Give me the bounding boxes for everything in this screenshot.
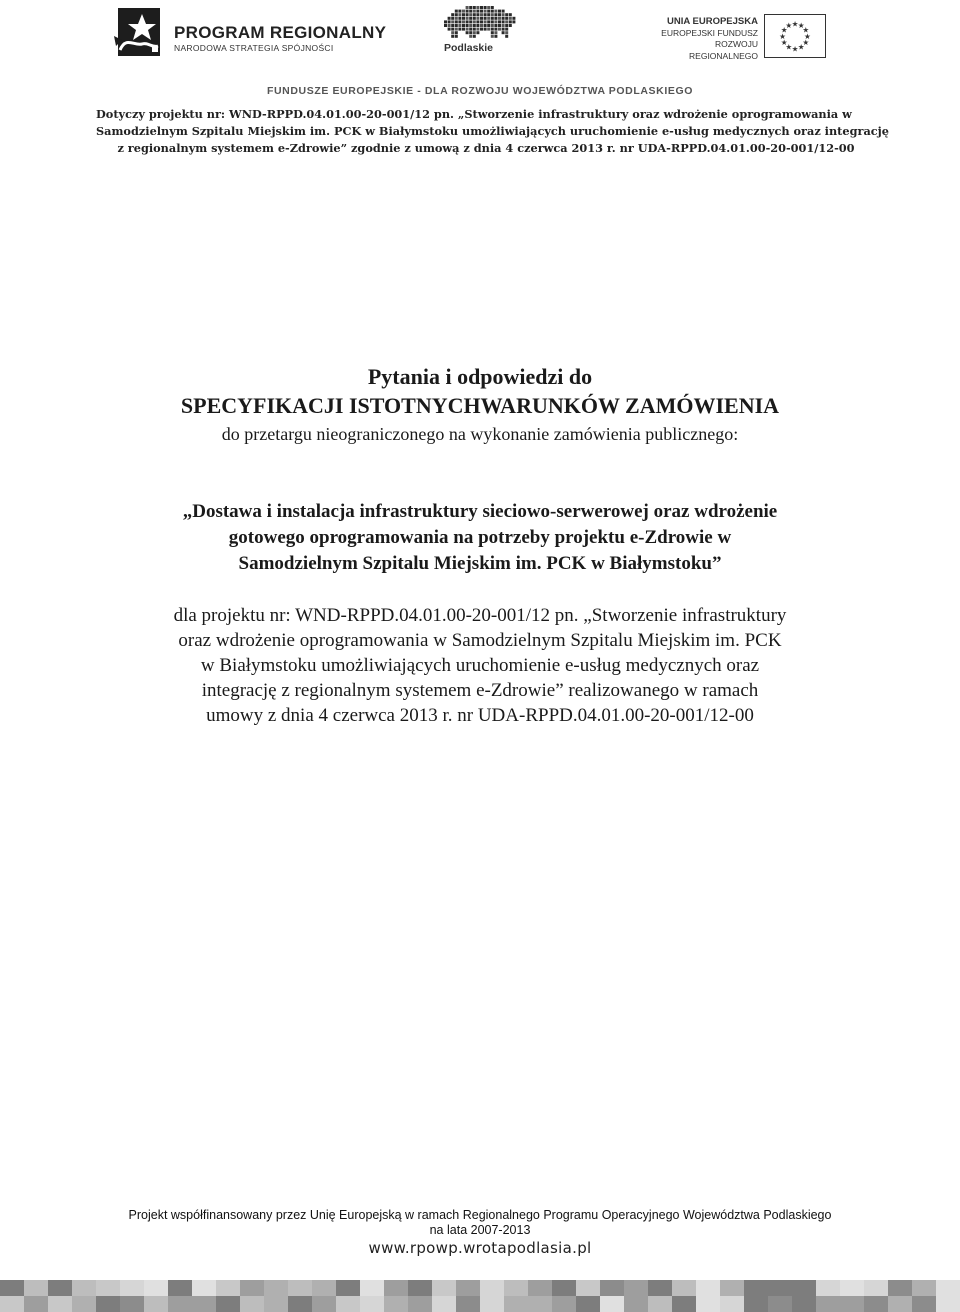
decorative-pixel-band bbox=[0, 1280, 960, 1312]
fund-strip: FUNDUSZE EUROPEJSKIE - DLA ROZWOJU WOJEWÓDZTWA PODLASKIEGO bbox=[266, 85, 694, 97]
svg-text:★: ★ bbox=[802, 25, 810, 35]
svg-text:★: ★ bbox=[791, 19, 799, 29]
header-ref-line-2: Samodzielnym Szpitalu Miejskim im. PCK w Białymstoku umożliwiających uruchomienie e-usług medycznych oraz integrację bbox=[96, 124, 889, 138]
footer-cofinancing-note bbox=[0, 1208, 960, 1238]
bison-icon bbox=[440, 4, 516, 44]
eu-line-2: EUROPEJSKI FUNDUSZ bbox=[661, 27, 758, 38]
title-line-3: do przetargu nieograniczonego na wykonanie zamówienia publicznego: bbox=[221, 424, 739, 444]
svg-text:★: ★ bbox=[803, 31, 811, 41]
header-ref-line-1: Dotyczy projektu nr: WND-RPPD.04.01.00-20-001/12 pn. „Stworzenie infrastruktury oraz wdrożenie oprogramowania w bbox=[96, 107, 852, 121]
tender-subject bbox=[0, 499, 960, 577]
podlaskie-label: Podlaskie bbox=[444, 42, 494, 54]
eu-line-3: ROZWOJU REGIONALNEGO bbox=[689, 39, 758, 61]
svg-text:★: ★ bbox=[802, 38, 810, 48]
svg-text:★: ★ bbox=[797, 42, 805, 52]
eu-logo-text bbox=[650, 16, 758, 62]
svg-text:★: ★ bbox=[780, 25, 788, 35]
footer-line-1: Projekt współfinansowany przez Unię Europejską w ramach Regionalnego Programu Operacyjnego Województwa Podlaskiego bbox=[128, 1208, 832, 1222]
footer-url[interactable]: www.rpowp.wrotapodlasia.pl bbox=[368, 1239, 592, 1257]
program-regionalny-title: PROGRAM REGIONALNY bbox=[174, 23, 387, 42]
project-line-1: dla projektu nr: WND-RPPD.04.01.00-20-001/12 pn. „Stworzenie infrastruktury bbox=[173, 605, 787, 626]
project-line-5: umowy z dnia 4 czerwca 2013 r. nr UDA-RPPD.04.01.00-20-001/12-00 bbox=[206, 705, 754, 726]
project-line-2: oraz wdrożenie oprogramowania w Samodzielnym Szpitalu Miejskim im. PCK bbox=[178, 630, 782, 651]
svg-text:★: ★ bbox=[791, 44, 799, 54]
footer-line-2: na lata 2007-2013 bbox=[429, 1223, 531, 1237]
subject-line-1: „Dostawa i instalacja infrastruktury sieciowo-serwerowej oraz wdrożenie bbox=[182, 501, 778, 522]
program-regionalny-logo bbox=[112, 6, 387, 58]
title-line-2: SPECYFIKACJI ISTOTNYCHWARUNKÓW ZAMÓWIENIA bbox=[180, 393, 780, 418]
svg-text:★: ★ bbox=[797, 21, 805, 31]
header-project-reference bbox=[96, 106, 889, 157]
svg-text:★: ★ bbox=[779, 31, 787, 41]
svg-text:★: ★ bbox=[785, 42, 793, 52]
project-description bbox=[0, 603, 960, 728]
program-regionalny-subtitle: NARODOWA STRATEGIA SPÓJNOŚCI bbox=[174, 43, 334, 53]
star-emblem-icon bbox=[112, 6, 164, 58]
document-title bbox=[0, 362, 960, 448]
project-line-3: w Białymstoku umożliwiających uruchomienie e-usług medycznych oraz bbox=[200, 655, 760, 676]
logo-band bbox=[0, 0, 960, 64]
svg-text:★: ★ bbox=[780, 38, 788, 48]
eu-logo bbox=[650, 14, 830, 61]
header-ref-line-3: z regionalnym systemem e-Zdrowie” zgodnie z umową z dnia 4 czerwca 2013 r. nr UDA-RPPD.04.01.00-20-001/12-00 bbox=[117, 141, 855, 155]
svg-text:★: ★ bbox=[785, 21, 793, 31]
title-line-1: Pytania i odpowiedzi do bbox=[367, 364, 593, 389]
subject-line-2: gotowego oprogramowania na potrzeby projektu e-Zdrowie w bbox=[228, 527, 732, 548]
podlaskie-logo bbox=[440, 4, 516, 58]
eu-stars-flag-icon bbox=[764, 14, 826, 58]
subject-line-3: Samodzielnym Szpitalu Miejskim im. PCK w Białymstoku” bbox=[238, 553, 722, 574]
project-line-4: integrację z regionalnym systemem e-Zdrowie” realizowanego w ramach bbox=[201, 680, 759, 701]
eu-line-1: UNIA EUROPEJSKA bbox=[667, 16, 758, 27]
